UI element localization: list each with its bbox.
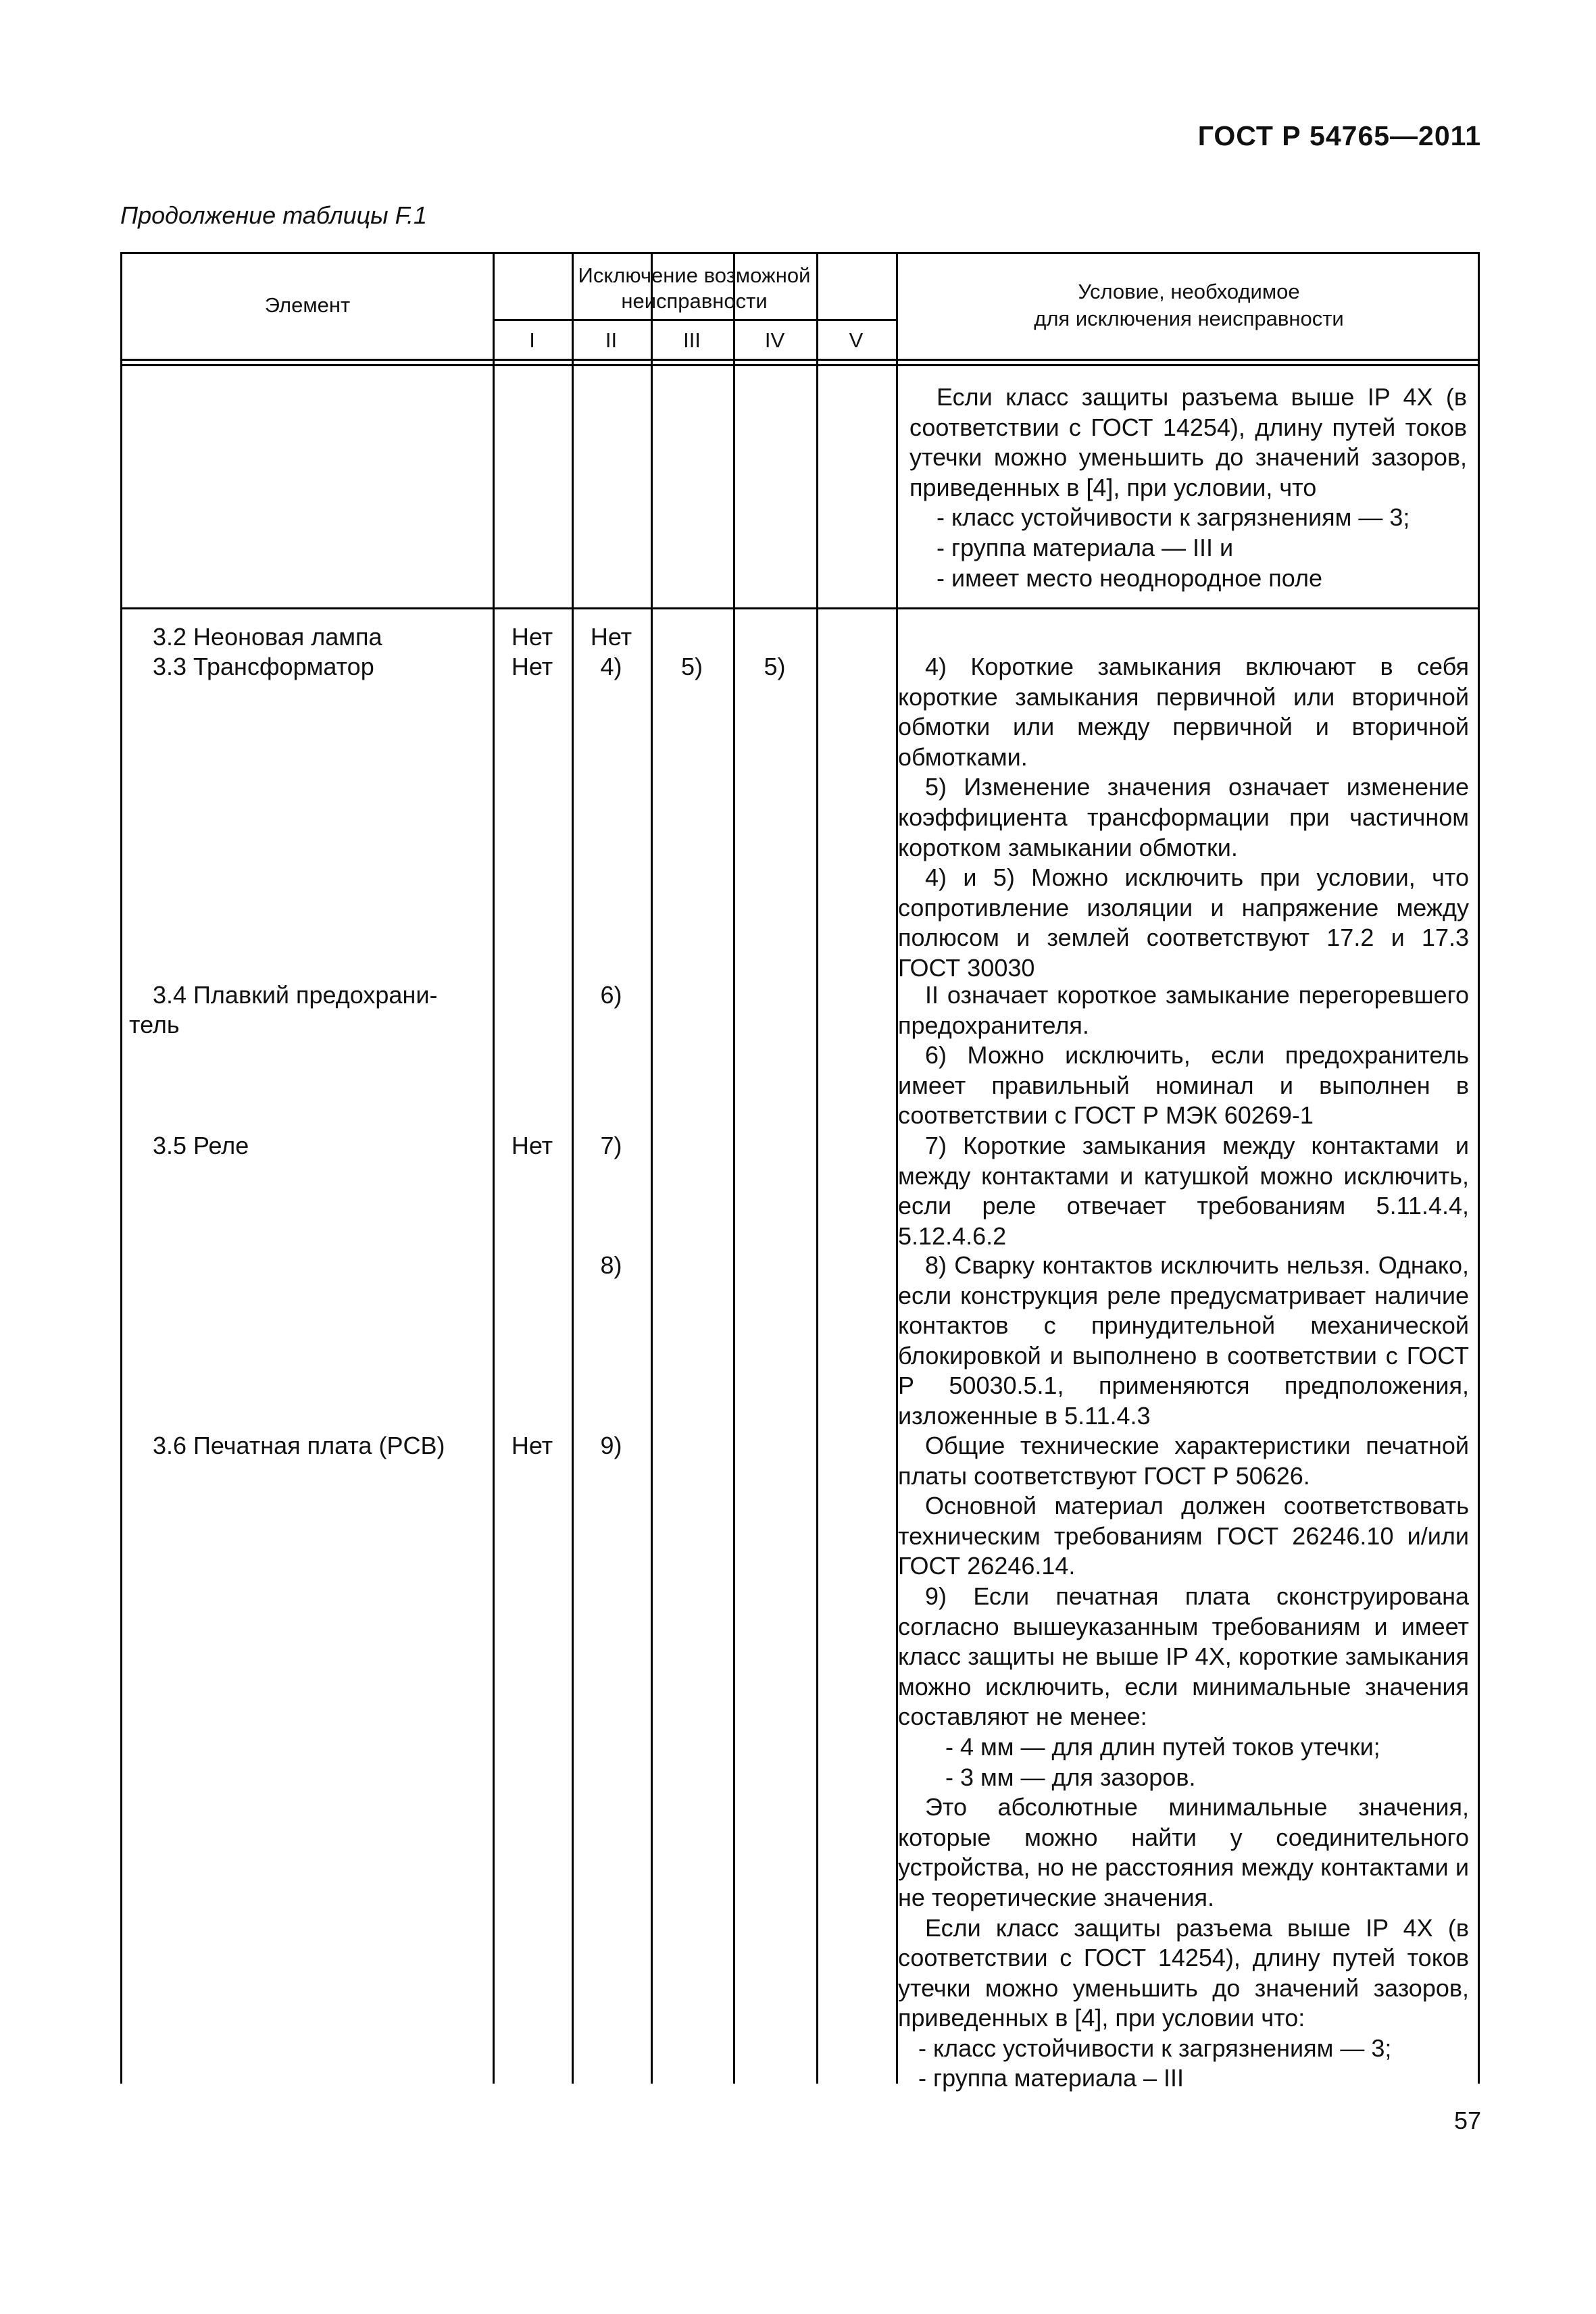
condition-text: 7) Короткие замыкания между контактами и между контактами и катушкой можно исключить, если реле отвечает требованиям 5.11.4.4, 5.12.4.6.2 (898, 1132, 1469, 1250)
cell-transformer-i: Нет (511, 653, 553, 680)
header-exclusion-line2: неисправности (621, 289, 768, 313)
condition-text: 6) Можно исключить, если предохранитель имеет правильный номинал и выполнен в соответствии с ГОСТ Р МЭК 60269-1 (898, 1041, 1469, 1130)
column-divider (733, 254, 735, 2084)
page-number: 57 (1453, 2107, 1481, 2134)
element-neon-lamp: 3.2 Неоновая лампа (153, 623, 382, 651)
column-divider (816, 254, 818, 2084)
condition-text: 5) Изменение значения означает изменение коэффициента трансформации при частичном коротком замыкании обмотки. (898, 773, 1469, 861)
header-condition-line1: Условие, необходимое (1078, 280, 1300, 303)
header-roman-iii: III (683, 328, 701, 352)
condition-text: 9) Если печатная плата сконструирована согласно вышеуказанным требованиям и имеет класс защиты не выше IP 4X, короткие замыкания можно исключить, если минимальные значения составляют не менее: (898, 1582, 1469, 1731)
element-pcb: 3.6 Печатная плата (PCB) (153, 1432, 445, 1459)
cell-transformer-ii: 4) (600, 653, 622, 680)
condition-continuation (909, 382, 1467, 593)
cell-transformer-iii: 5) (680, 653, 703, 680)
column-divider (651, 254, 653, 2084)
cell-relay-ii: 7) (600, 1132, 622, 1159)
condition-text: 4) Короткие замыкания включают в себя короткие замыкания первичной или вторичной обмотки или между первичной и вторичной обмотками. (898, 653, 1469, 771)
cell-pcb-i: Нет (511, 1432, 553, 1459)
condition-text: II означает короткое замыкание перегоревшего предохранителя. (898, 981, 1469, 1039)
condition-list-item: - группа материала – III (918, 2064, 1184, 2092)
header-roman-iv: IV (764, 328, 785, 352)
element-fuse: 3.4 Плавкий предохрани-тель (129, 981, 438, 1038)
element-transformer: 3.3 Трансформатор (153, 653, 374, 680)
condition-list-item: - 4 мм — для длин путей токов утечки; (945, 1732, 1380, 1761)
condition-list-item: - класс устойчивости к загрязнениям — 3; (937, 503, 1410, 532)
condition-text: 4) и 5) Можно исключить при условии, что сопротивление изоляции и напряжение между полюсом и землей соответствуют 17.2 и 17.3 ГОСТ 30030 (898, 863, 1469, 982)
condition-relay-7 (898, 1131, 1469, 1251)
condition-transformer (898, 652, 1469, 984)
cell-neon-ii: Нет (590, 623, 632, 651)
header-roman-v: V (849, 328, 864, 352)
condition-text: Основной материал должен соответствовать техническим требованиям ГОСТ 26246.10 и/или ГОСТ 26246.14. (898, 1492, 1469, 1580)
condition-list-item: - группа материала — III и (937, 533, 1234, 561)
element-relay: 3.5 Реле (153, 1132, 249, 1159)
condition-text: 8) Сварку контактов исключить нельзя. Однако, если конструкция реле предусматривает наличие контактов с принудительной механической блокировкой и выполнено в соответствии с ГОСТ Р 50030.5.1, применяются предположения, изложенные в 5.11.4.3 (898, 1251, 1469, 1430)
column-divider (493, 254, 495, 2084)
condition-text: Это абсолютные минимальные значения, которые можно найти у соединительного устройства, но не расстояния между контактами и не теоретические значения. (898, 1793, 1469, 1911)
table-caption: Продолжение таблицы F.1 (120, 201, 428, 229)
condition-text: Если класс защиты разъема выше IP 4X (в соответствии с ГОСТ 14254), длину путей токов утечки можно уменьшить до значений зазоров, приведенных в [4], при условии, что (909, 383, 1467, 501)
cell-relay-i: Нет (511, 1132, 553, 1159)
condition-pcb (898, 1431, 1469, 2094)
header-element: Элемент (264, 293, 351, 317)
cell-pcb-ii: 9) (600, 1432, 622, 1459)
column-divider (572, 254, 574, 2084)
cell-transformer-iv: 5) (764, 653, 786, 680)
condition-list-item: - класс устойчивости к загрязнениям — 3; (918, 2034, 1392, 2062)
cell-fuse-ii: 6) (600, 981, 622, 1009)
header-condition-line2: для исключения неисправности (1034, 307, 1344, 330)
cell-relay-8-ii: 8) (600, 1251, 622, 1279)
condition-list-item: - 3 мм — для зазоров. (945, 1763, 1196, 1791)
header-subdivider (493, 319, 896, 321)
standard-number: ГОСТ Р 54765—2011 (1197, 120, 1481, 151)
header-roman-ii: II (605, 328, 618, 352)
cell-neon-i: Нет (511, 623, 553, 651)
header-roman-i: I (529, 328, 535, 352)
fault-exclusion-table (120, 252, 1480, 2092)
header-exclusion-line1: Исключение возможной (578, 263, 811, 287)
condition-text: Если класс защиты разъема выше IP 4X (в соответствии с ГОСТ 14254), длину путей токов утечки можно уменьшить до значений зазоров, приведенных в [4], при условии что: (898, 1913, 1469, 2032)
condition-relay-8 (898, 1251, 1469, 1432)
condition-fuse (898, 980, 1469, 1131)
row-divider (122, 607, 1478, 609)
condition-text: Общие технические характеристики печатной платы соответствуют ГОСТ Р 50626. (898, 1432, 1469, 1490)
header-bottom-line (122, 364, 1478, 366)
condition-list-item: - имеет место неоднородное поле (937, 563, 1323, 592)
